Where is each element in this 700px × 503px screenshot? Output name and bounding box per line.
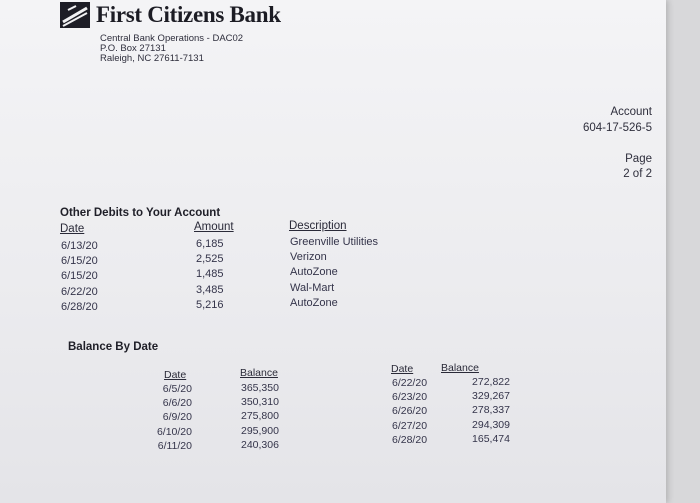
table-cell: 272,822 — [472, 376, 510, 388]
table-cell: 5,216 — [196, 298, 224, 311]
bank-logo-icon — [60, 2, 90, 28]
table-cell: 6/15/20 — [61, 270, 98, 283]
debits-description-column — [290, 235, 378, 311]
table-cell: 275,800 — [241, 410, 279, 423]
table-cell: 6/22/20 — [392, 377, 428, 389]
page-label: Page — [625, 153, 652, 165]
account-number: 604-17-526-5 — [582, 122, 652, 134]
table-cell: 365,350 — [241, 382, 279, 394]
balance-left-balance-column — [241, 381, 279, 452]
table-cell: 278,337 — [472, 404, 510, 417]
table-cell: 6/9/20 — [162, 411, 192, 424]
bank-address-line-2: P.O. Box 27131 — [100, 43, 166, 54]
table-cell: Verizon — [290, 251, 327, 264]
table-cell: 6/13/20 — [61, 240, 98, 252]
table-cell: 6/10/20 — [156, 425, 192, 438]
balance-right-date-column — [392, 376, 427, 447]
table-cell: 6/11/20 — [157, 439, 192, 452]
table-cell: 6/23/20 — [392, 391, 428, 404]
balance-left-balance-header: Balance — [240, 367, 278, 379]
table-cell: 6/22/20 — [61, 285, 98, 298]
bank-name: First Citizens Bank — [96, 2, 281, 27]
table-cell: 240,306 — [241, 438, 279, 451]
table-cell: 329,267 — [472, 390, 510, 403]
table-cell: 294,309 — [472, 418, 510, 431]
debits-date-header: Date — [60, 223, 85, 235]
debits-description-header: Description — [289, 220, 347, 232]
debits-amount-header: Amount — [194, 221, 234, 233]
balance-left-date-header: Date — [164, 369, 187, 381]
bank-address-line-1: Central Bank Operations - DAC02 — [100, 33, 244, 44]
table-cell: 350,310 — [241, 396, 279, 409]
table-cell: 6,185 — [196, 238, 224, 250]
table-cell: 6/15/20 — [61, 255, 98, 268]
other-debits-title: Other Debits to Your Account — [60, 207, 221, 219]
table-cell: 2,525 — [196, 253, 224, 266]
table-cell: 6/28/20 — [392, 433, 428, 446]
table-cell: 1,485 — [196, 268, 224, 281]
bank-address-line-3: Raleigh, NC 27611-7131 — [100, 53, 204, 64]
table-cell: 6/26/20 — [392, 405, 428, 418]
debits-date-column — [61, 239, 98, 315]
balance-right-date-header: Date — [391, 363, 414, 375]
table-cell: 6/6/20 — [162, 397, 192, 410]
balance-left-date-column — [140, 382, 192, 453]
table-cell: Wal-Mart — [290, 281, 335, 294]
table-cell: 295,900 — [241, 424, 279, 437]
page-number: 2 of 2 — [623, 168, 652, 180]
table-cell: 3,485 — [196, 283, 224, 296]
table-cell: 165,474 — [472, 432, 510, 445]
balance-right-balance-header: Balance — [441, 362, 479, 374]
balance-by-date-title: Balance By Date — [68, 341, 159, 353]
table-cell: 6/28/20 — [61, 300, 98, 313]
account-label: Account — [610, 106, 652, 118]
balance-right-balance-column — [462, 375, 510, 446]
table-cell: Greenville Utilities — [290, 236, 379, 248]
debits-amount-column — [196, 237, 224, 313]
table-cell: AutoZone — [290, 266, 338, 279]
table-cell: 6/5/20 — [162, 383, 192, 395]
table-cell: 6/27/20 — [392, 419, 428, 432]
table-cell: AutoZone — [290, 296, 338, 309]
